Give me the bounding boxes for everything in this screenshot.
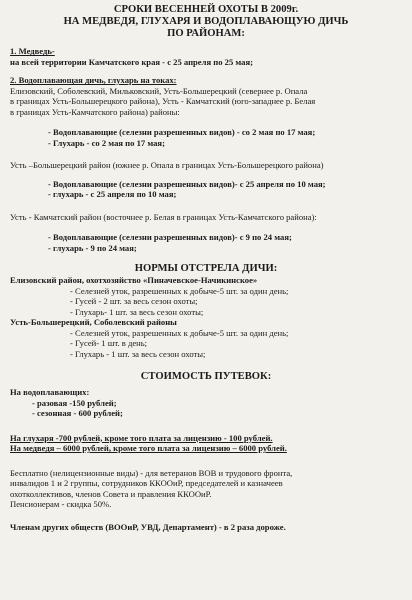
districts-line1: Елизовский, Соболевский, Мильковский, Усть-Большерецкий (севернее р. Опала (10, 85, 308, 96)
districts-line3: в границах Усть-Камчатского района) районы: (10, 106, 180, 117)
ust-kamchatsk-title: Усть - Камчатский район (восточнее р. Белая в границах Усть-Камчатского района): (10, 211, 317, 222)
doc-title-line1: СРОКИ ВЕСЕННЕЙ ОХОТЫ В 2009г. (113, 4, 299, 15)
cost-season: - сезонная - 600 рублей; (32, 408, 123, 418)
cost-grouse: На глухаря -700 рублей, кроме того плата за лицензию - 100 рублей. (10, 432, 273, 443)
norms-district2-ducks: - Селезней уток, разрешенных к добыче-5 шт. за один день; (70, 327, 289, 338)
norms-district1-geese: - Гусей - 2 шт. за весь сезон охоты; (70, 296, 198, 306)
norms-heading: НОРМЫ ОТСТРЕЛА ДИЧИ: (134, 263, 278, 274)
ust-bolsheretsk-waterfowl: - Водоплавающие (селезни разрешенных видов)- с 25 апреля по 10 мая; (48, 178, 326, 189)
doc-title-line2: НА МЕДВЕДЯ, ГЛУХАРЯ И ВОДОПЛАВАЮЩУЮ ДИЧЬ (63, 16, 349, 27)
doc-title-line3: ПО РАЙОНАМ: (167, 28, 245, 39)
free-line1: Бесплатно (нелицензионные виды) - для ветеранов ВОВ и трудового фронта, (10, 467, 293, 478)
norms-district1-ducks: - Селезней уток, разрешенных к добыче-5 шт. за один день; (70, 285, 289, 296)
ust-bolsheretsk-grouse: - глухарь - с 25 апреля по 10 мая; (48, 189, 177, 199)
other-societies-price: Членам других обществ (ВООиР, УВД, Департамент) - в 2 раза дороже. (10, 521, 286, 532)
norms-district2-grouse: - Глухарь - 1 шт. за весь сезон охоты; (70, 348, 206, 359)
grouse-period-a: - Глухарь - со 2 мая по 17 мая; (48, 137, 165, 148)
waterfowl-period-a: - Водоплавающие (селезни разрешенных видов) - со 2 мая по 17 мая; (48, 127, 316, 137)
cost-bear: На медведя – 6000 рублей, кроме того плата за лицензию – 6000 рублей. (10, 443, 287, 453)
bear-heading: 1. Медведь- (10, 46, 55, 56)
cost-waterfowl-title: На водоплавающих: (10, 387, 90, 397)
waterfowl-heading: 2. Водоплавающая дичь, глухарь на токах: (10, 75, 177, 85)
norms-district1-grouse: - Глухарь- 1 шт. за весь сезон охоты; (70, 306, 204, 317)
ust-kamchatsk-waterfowl: - Водоплавающие (селезни разрешенных видов)- с 9 по 24 мая; (48, 232, 292, 242)
pensioner-discount: Пенсионерам - скидка 50%. (10, 499, 112, 509)
ust-kamchatsk-grouse: - глухарь - 9 по 24 мая; (48, 242, 137, 253)
norms-district1-title: Елизовский район, охотхозяйство «Пиначевское-Начикинское» (10, 275, 258, 285)
districts-line2: в границах Усть-Большерецкого района), Усть - Камчатский (юго-западнее р. Белая (10, 96, 316, 106)
cost-single: - разовая -150 рублей; (32, 397, 117, 408)
ust-bolsheretsk-title: Усть –Большерецкий район (южнее р. Опала в границах Усть-Большерецкого района) (10, 160, 324, 170)
free-line3: охотколлективов, членов Совета и правления ККООиР. (10, 488, 212, 499)
cost-heading: СТОИМОСТЬ ПУТЕВОК: (140, 371, 272, 382)
norms-district2-title: Усть-Большерецкий, Соболевский районы (10, 317, 177, 327)
bear-period: на всей территории Камчатского края - с 25 апреля по 25 мая; (10, 56, 253, 67)
free-line2: инвалидов 1 и 2 группы, сотрудников ККООиР, председателей и казначеев (10, 478, 283, 488)
norms-district2-geese: - Гусей- 1 шт. в день; (70, 338, 148, 348)
